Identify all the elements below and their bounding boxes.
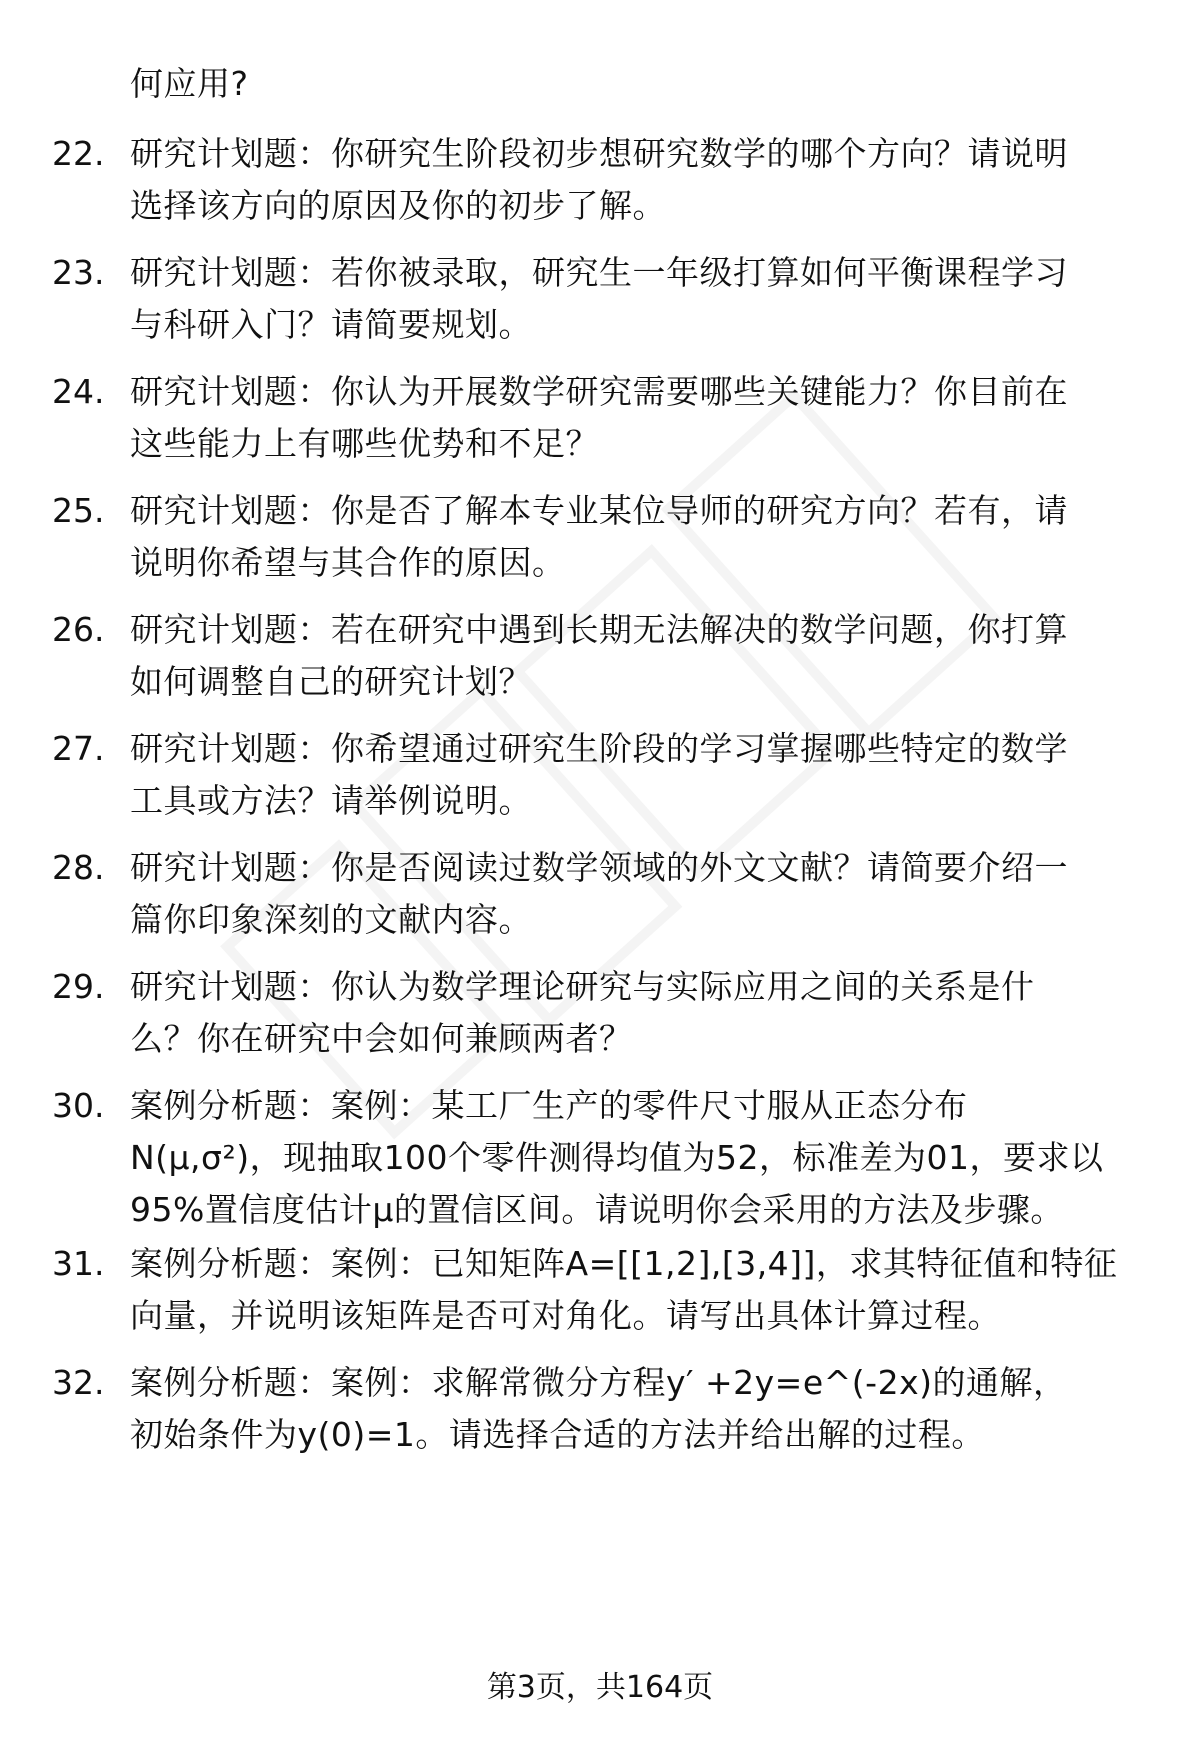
question-text-line: 工具或方法？请举例说明。 bbox=[130, 781, 532, 820]
question-number: 25. bbox=[52, 491, 105, 530]
question-text-line: 研究计划题：你是否了解本专业某位导师的研究方向？若有，请 bbox=[130, 491, 1068, 530]
question-number: 24. bbox=[52, 372, 105, 411]
question-number: 31. bbox=[52, 1244, 105, 1283]
question-text-line: 这些能力上有哪些优势和不足？ bbox=[130, 424, 599, 463]
question-text-line: N(μ,σ²)，现抽取100个零件测得均值为52，标准差为01，要求以 bbox=[130, 1138, 1104, 1177]
question-text bbox=[130, 247, 1150, 351]
question-text-line: 研究计划题：若在研究中遇到长期无法解决的数学问题，你打算 bbox=[130, 610, 1068, 649]
question-text-line: 研究计划题：你认为数学理论研究与实际应用之间的关系是什 bbox=[130, 967, 1035, 1006]
page-footer: 第3页，共164页 bbox=[486, 1670, 714, 1705]
question-text-line: 与科研入门？请简要规划。 bbox=[130, 305, 532, 344]
question-number: 32. bbox=[52, 1363, 105, 1402]
question-number: 28. bbox=[52, 848, 105, 887]
continuation-line: 何应用? bbox=[130, 64, 249, 103]
question-text bbox=[130, 128, 1150, 232]
question-text bbox=[130, 1238, 1150, 1342]
question-text-line: 案例分析题：案例：已知矩阵A=[[1,2],[3,4]]，求其特征值和特征 bbox=[130, 1244, 1118, 1283]
question-text-line: 篇你印象深刻的文献内容。 bbox=[130, 900, 532, 939]
question-text bbox=[130, 842, 1150, 946]
question-text-line: 研究计划题：你希望通过研究生阶段的学习掌握哪些特定的数学 bbox=[130, 729, 1068, 768]
watermark-glyph bbox=[511, 544, 840, 879]
question-text-line: 案例分析题：案例：某工厂生产的零件尺寸服从正态分布 bbox=[130, 1086, 968, 1125]
question-text bbox=[130, 961, 1150, 1065]
question-text bbox=[130, 723, 1150, 827]
question-number: 29. bbox=[52, 967, 105, 1006]
question-text bbox=[130, 485, 1150, 589]
question-number: 30. bbox=[52, 1086, 105, 1125]
question-text-line: 初始条件为y(0)=1。请选择合适的方法并给出解的过程。 bbox=[130, 1415, 985, 1454]
question-number: 23. bbox=[52, 253, 105, 292]
question-text bbox=[130, 366, 1150, 470]
question-text-line: 选择该方向的原因及你的初步了解。 bbox=[130, 186, 666, 225]
question-text bbox=[130, 604, 1150, 708]
question-text-line: 向量，并说明该矩阵是否可对角化。请写出具体计算过程。 bbox=[130, 1296, 1001, 1335]
question-number: 26. bbox=[52, 610, 105, 649]
question-number: 27. bbox=[52, 729, 105, 768]
question-text bbox=[130, 1357, 1150, 1461]
question-text-line: 研究计划题：你研究生阶段初步想研究数学的哪个方向？请说明 bbox=[130, 134, 1068, 173]
question-text-line: 研究计划题：你是否阅读过数学领域的外文文献？请简要介绍一 bbox=[130, 848, 1068, 887]
question-text-line: 如何调整自己的研究计划？ bbox=[130, 662, 532, 701]
question-text bbox=[130, 1080, 1150, 1236]
question-number: 22. bbox=[52, 134, 105, 173]
question-text-line: 说明你希望与其合作的原因。 bbox=[130, 543, 566, 582]
question-text-line: 95%置信度估计μ的置信区间。请说明你会采用的方法及步骤。 bbox=[130, 1190, 1064, 1229]
question-text-line: 研究计划题：若你被录取，研究生一年级打算如何平衡课程学习 bbox=[130, 253, 1068, 292]
question-text-line: 么？你在研究中会如何兼顾两者？ bbox=[130, 1019, 633, 1058]
question-text-line: 案例分析题：案例：求解常微分方程y′ +2y=e^(-2x)的通解， bbox=[130, 1363, 1067, 1402]
question-text-line: 研究计划题：你认为开展数学研究需要哪些关键能力？你目前在 bbox=[130, 372, 1068, 411]
